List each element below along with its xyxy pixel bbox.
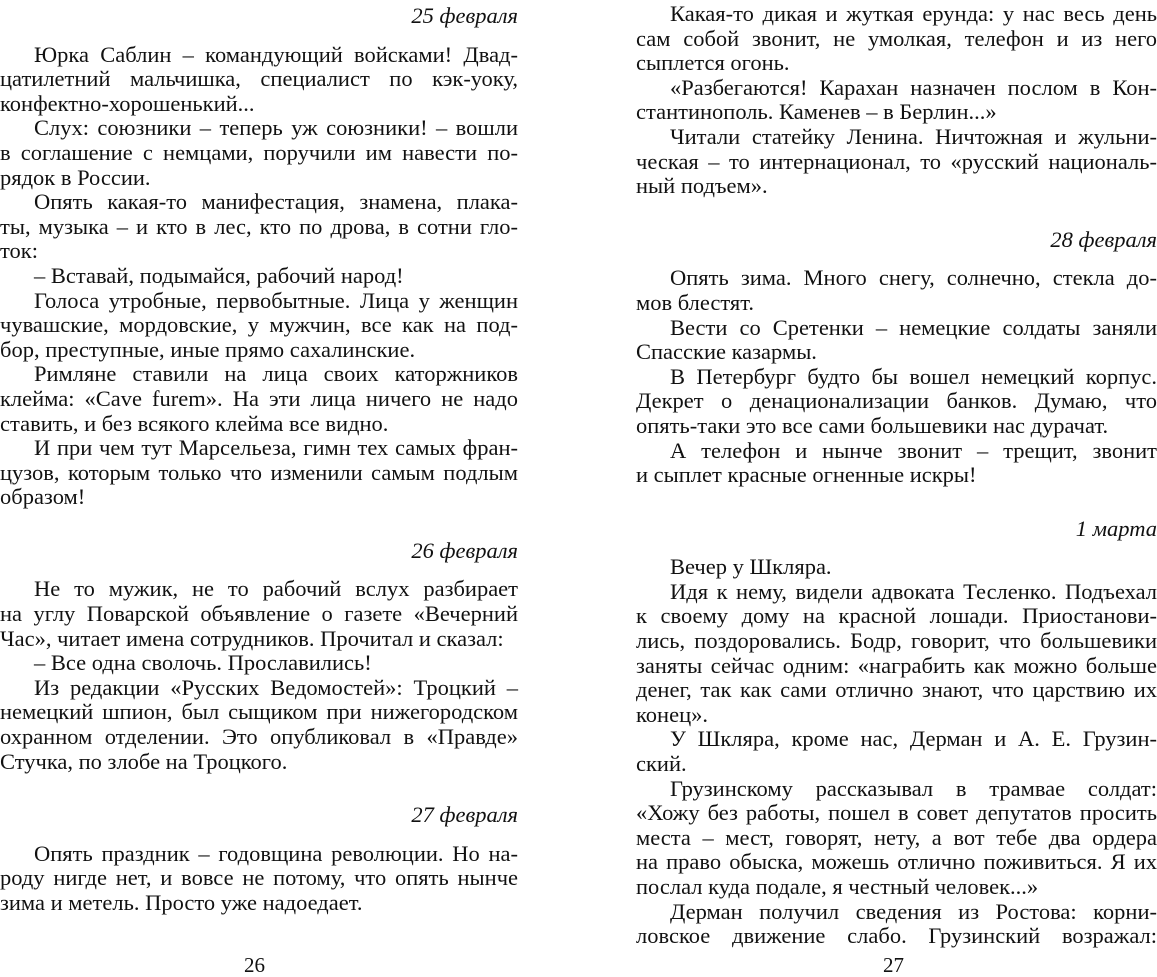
text-line: И при чем тут Марсельеза, гимн тех самых фран- (34, 435, 518, 461)
text-line: Слух: союзники – теперь уж союзники! – вошли (34, 115, 518, 141)
text-line: цатилетний мальчишка, специалист по кэк-уоку, (0, 66, 518, 92)
text-line: на углу Поварской объявление о газете «Вечерний (0, 601, 518, 627)
entry-date: 27 февраля (411, 802, 518, 828)
text-line: Опять зима. Много снегу, солнечно, стекла до- (670, 265, 1157, 291)
text-line: немецкий шпион, был сыщиком при нижегородском (0, 699, 518, 725)
right-page-number: 27 (883, 953, 904, 977)
text-line: Вечер у Шкляра. (670, 554, 832, 580)
text-line: – Вставай, подымайся, рабочий народ! (34, 262, 404, 288)
text-line: ческая – то интернационал, то «русский националь- (636, 148, 1157, 174)
text-line: Вести со Сретенки – немецкие солдаты заняли (670, 314, 1157, 340)
text-line: Опять праздник – годовщина революции. Но на- (34, 840, 518, 866)
spacer (636, 488, 1157, 517)
text-line: лись, поздоровались. Бодр, говорит, что большевики (636, 628, 1157, 654)
text-line: рядок в России. (0, 164, 151, 190)
text-line: Идя к нему, видели адвоката Тесленко. Подъехал (670, 578, 1157, 604)
text-line: – Все одна сволочь. Прославились! (34, 650, 372, 676)
text-line: В Петербург будто бы вошел немецкий корпус. (670, 363, 1157, 389)
entry-date: 25 февраля (411, 3, 518, 28)
text-line: ты, музыка – и кто в лес, кто по дрова, в сотни гло- (0, 213, 518, 239)
spacer (636, 199, 1157, 228)
text-line: Дерман получил сведения из Ростова: корни- (670, 898, 1157, 924)
text-line: роду нигде нет, и вовсе не потому, что опять нынче (0, 865, 518, 891)
text-line: ток: (0, 238, 38, 264)
spacer (0, 774, 518, 803)
right-page (636, 0, 1157, 949)
spacer (636, 541, 1157, 555)
text-line: Опять какая-то манифестация, знамена, плака- (34, 189, 518, 215)
text-line: сыплется огонь. (636, 50, 790, 76)
text-line: Читали статейку Ленина. Ничтожная и жульни- (670, 123, 1157, 149)
text-line: послал куда подале, я честный человек...» (636, 874, 1039, 899)
spacer (0, 510, 518, 539)
left-page-body (0, 0, 518, 916)
text-line: сам собой звонит, не умолкая, телефон и из него (636, 25, 1157, 51)
text-line: денег, так как сами отлично знают, что царствию их (636, 677, 1157, 703)
text-line: места – мест, говорят, нету, а вот тебе два ордера (636, 824, 1157, 850)
text-line: на право обыска, можешь отлично поживиться. Я их (636, 849, 1157, 875)
text-line: Стучка, по злобе на Троцкого. (0, 748, 288, 774)
text-line: ловское движение слабо. Грузинский возражал: (636, 923, 1157, 949)
text-line: в соглашение с немцами, поручили им навести по- (0, 139, 518, 165)
text-line: Грузинскому рассказывал в трамвае солдат: (670, 775, 1157, 801)
text-line: и сыплет красные огненные искры! (636, 462, 977, 488)
text-line: мов блестят. (636, 289, 755, 315)
text-line: У Шкляра, кроме нас, Дерман и А. Е. Грузин- (670, 726, 1157, 752)
text-line: опять-таки это все сами большевики нас дурачат. (636, 412, 1109, 438)
spacer (0, 828, 518, 842)
text-line: образом! (0, 484, 86, 510)
left-page (0, 0, 518, 916)
text-line: стантинополь. Каменев – в Берлин...» (636, 99, 997, 125)
text-line: «Разбегаются! Карахан назначен послом в Кон- (670, 74, 1157, 100)
text-line: Юрка Саблин – командующий войсками! Двад- (34, 41, 518, 67)
text-line: Римляне ставили на лица своих каторжников (34, 361, 518, 387)
text-line: конец». (636, 701, 708, 727)
text-line: зима и метель. Просто уже надоедает. (0, 890, 363, 915)
text-line: «Хожу без работы, пошел в совет депутатов просить (636, 800, 1157, 826)
text-line: к своему дому на красной лошади. Приостанови- (636, 603, 1157, 629)
text-line: А телефон и нынче звонит – трещит, звонит (670, 437, 1157, 463)
spacer (0, 563, 518, 577)
text-line: конфектно-хорошенький... (0, 90, 255, 116)
spacer (636, 252, 1157, 266)
text-line: Декрет о денационализации банков. Думаю, что (636, 388, 1157, 414)
text-line: Не то мужик, не то рабочий вслух разбирает (34, 576, 518, 602)
text-line: охранном отделении. Это опубликовал в «Правде» (0, 724, 518, 750)
right-page-body (636, 0, 1157, 949)
entry-date: 1 марта (1075, 515, 1157, 541)
text-line: заняты сейчас одним: «награбить как можно больше (636, 652, 1157, 678)
text-line: цузов, которым только что изменили самым подлым (0, 459, 518, 485)
entry-date: 26 февраля (411, 537, 518, 563)
text-line: Час», читает имена сотрудников. Прочитал и сказал: (0, 625, 504, 651)
text-line: бор, преступные, иные прямо сахалинские. (0, 336, 416, 362)
text-line: ставить, и без всякого клейма все видно. (0, 410, 389, 436)
text-line: Голоса утробные, первобытные. Лица у женщин (34, 287, 518, 313)
text-line: клейма: «Cave furem». На эти лица ничего не надо (0, 385, 518, 411)
text-line: Спасские казармы. (636, 339, 817, 365)
entry-date: 28 февраля (1050, 226, 1157, 252)
text-line: ский. (636, 751, 687, 777)
text-line: ный подъем». (636, 173, 768, 199)
text-line: Какая-то дикая и жуткая ерунда: у нас весь день (670, 1, 1157, 26)
spacer (0, 29, 518, 43)
left-page-number: 26 (244, 953, 265, 977)
text-line: Из редакции «Русских Ведомостей»: Троцкий – (34, 674, 518, 700)
text-line: чувашские, мордовские, у мужчин, все как на под- (0, 312, 518, 338)
